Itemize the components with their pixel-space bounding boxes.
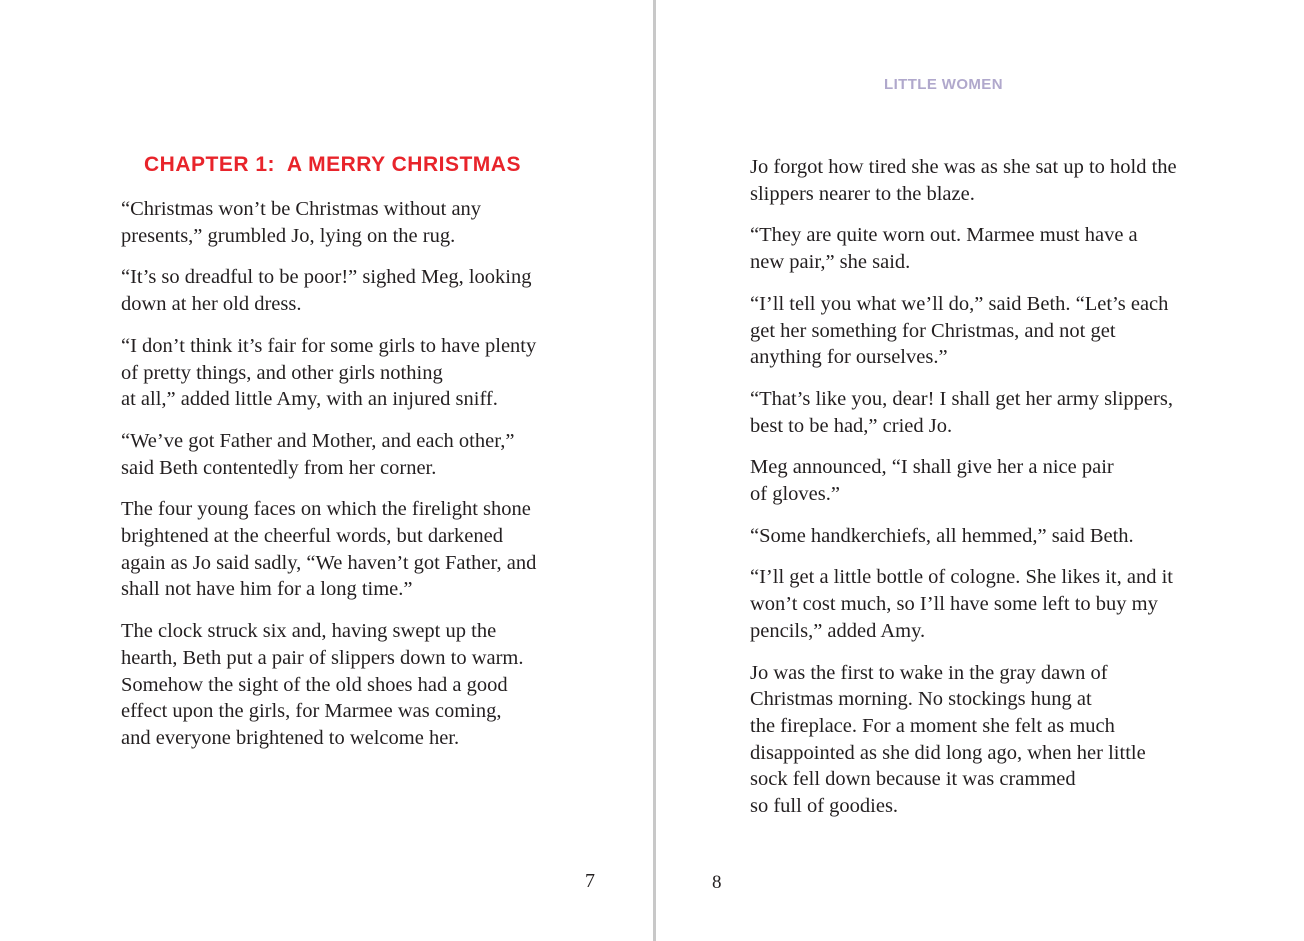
- paragraph: “I’ll tell you what we’ll do,” said Beth. “Let’s each get her something for Christmas, and not get anything for ourselves.”: [750, 292, 1169, 369]
- paragraph: Jo forgot how tired she was as she sat up to hold the slippers nearer to the blaze.: [750, 156, 1177, 205]
- paragraph: “They are quite worn out. Marmee must have a new pair,” she said.: [750, 224, 1138, 274]
- paragraph: Meg announced, “I shall give her a nice pair of gloves.”: [750, 456, 1114, 506]
- paragraph: “I’ll get a little bottle of cologne. She likes it, and it won’t cost much, so I’ll have some left to buy my pencils,” added Amy.: [750, 566, 1173, 642]
- page-number-right: 8: [712, 872, 722, 893]
- right-page-body: [750, 154, 1200, 835]
- paragraph: “It’s so dreadful to be poor!” sighed Meg, looking down at her old dress.: [121, 266, 532, 316]
- page-number-left: 7: [585, 870, 595, 892]
- running-head: LITTLE WOMEN: [884, 76, 1003, 93]
- paragraph: “I don’t think it’s fair for some girls to have plenty of pretty things, and other girls nothing at all,” added little Amy, with an injured sniff.: [121, 334, 537, 411]
- left-page-body: [121, 196, 551, 767]
- paragraph: “Some handkerchiefs, all hemmed,” said Beth.: [750, 524, 1134, 547]
- paragraph: The clock struck six and, having swept up the hearth, Beth put a pair of slippers down to warm. Somehow the sight of the old shoes had a good effect upon the girls, for Marmee was coming, and everyone brightened to welcome her.: [121, 620, 524, 749]
- chapter-title: CHAPTER 1: A MERRY CHRISTMAS: [144, 153, 521, 176]
- paragraph: The four young faces on which the firelight shone brightened at the cheerful words, but darkened again as Jo said sadly, “We haven’t got Father, and shall not have him for a long time.”: [121, 498, 537, 601]
- right-page: [656, 0, 1304, 941]
- paragraph: “That’s like you, dear! I shall get her army slippers, best to be had,” cried Jo.: [750, 387, 1173, 437]
- paragraph: “Christmas won’t be Christmas without any presents,” grumbled Jo, lying on the rug.: [121, 198, 482, 247]
- paragraph: “We’ve got Father and Mother, and each other,” said Beth contentedly from her corner.: [121, 429, 515, 479]
- paragraph: Jo was the first to wake in the gray dawn of Christmas morning. No stockings hung at the fireplace. For a moment she felt as much disappointed as she did long ago, when her little sock fell down because it was crammed so full of goodies.: [750, 661, 1146, 818]
